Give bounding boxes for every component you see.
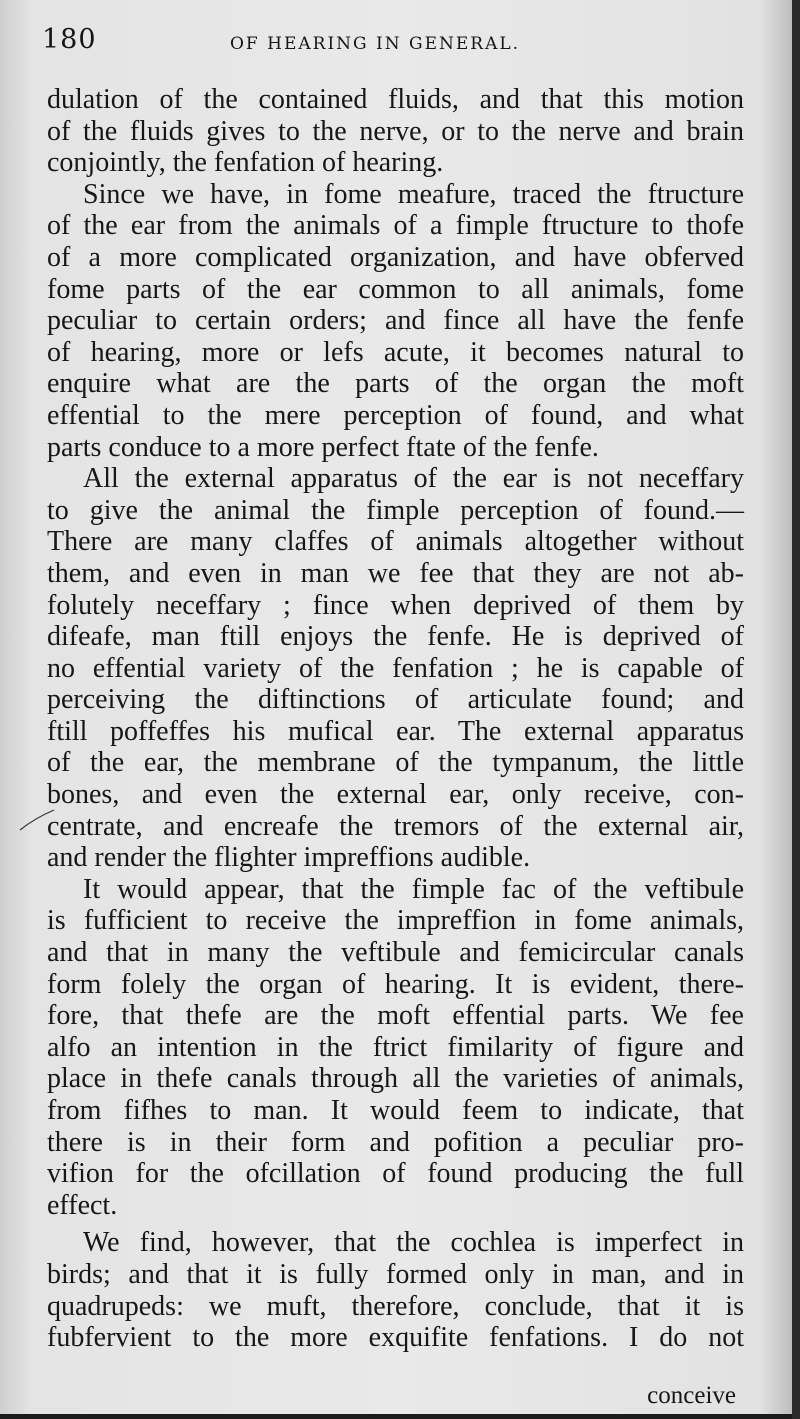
body-text (47, 84, 744, 1354)
text-line: We find, however, that the cochlea is imperfect in (83, 1227, 744, 1259)
text-line: is fufficient to receive the impreffion in fome animals, (47, 905, 744, 937)
text-line: of the ear, the membrane of the tympanum, the little (47, 747, 744, 779)
text-line: effect. (47, 1189, 118, 1221)
text-line: birds; and that it is fully formed only in man, and in (47, 1258, 744, 1290)
text-line: of hearing, more or lefs acute, it becomes natural to (47, 336, 744, 368)
text-line: there is in their form and pofition a peculiar pro- (47, 1126, 744, 1158)
text-line: centrate, and encreafe the tremors of the external air, (47, 810, 744, 842)
text-line: conjointly, the fenfation of hearing. (47, 147, 444, 179)
text-line: form folely the organ of hearing. It is evident, there- (47, 968, 744, 1000)
text-line: It would appear, that the fimple fac of the veftibule (83, 873, 744, 905)
text-line: and that in many the veftibule and femicircular canals (47, 937, 744, 969)
text-line: fubfervient to the more exquifite fenfations. I do not (47, 1322, 744, 1354)
text-line: vifion for the ofcillation of found producing the full (47, 1158, 744, 1190)
text-line: There are many claffes of animals altogether without (47, 526, 744, 558)
text-line: no effential variety of the fenfation ; he is capable of (47, 652, 744, 684)
text-line: and render the flighter impreffions audible. (47, 842, 531, 874)
text-line: fore, that thefe are the moft effential parts. We fee (47, 1000, 744, 1032)
text-line: parts conduce to a more perfect ftate of the fenfe. (47, 431, 599, 463)
text-line: All the external apparatus of the ear is not neceffary (83, 463, 744, 495)
text-line: folutely neceffary ; fince when deprived of them by (47, 589, 744, 621)
text-line: peculiar to certain orders; and fince all have the fenfe (47, 305, 744, 337)
text-line: of the ear from the animals of a fimple ftructure to thofe (47, 210, 744, 242)
text-line: ftill poffeffes his mufical ear. The external apparatus (47, 715, 744, 747)
text-line: perceiving the diftinctions of articulate found; and (47, 684, 744, 716)
text-line: to give the animal the fimple perception of found.— (47, 494, 744, 526)
text-line: place in thefe canals through all the varieties of animals, (47, 1063, 744, 1095)
text-line: effential to the mere perception of found, and what (47, 399, 744, 431)
text-line: dulation of the contained fluids, and that this motion (47, 84, 744, 115)
page-number: 180 (42, 24, 97, 55)
text-line: of a more complicated organization, and have obferved (47, 241, 744, 273)
text-line: enquire what are the parts of the organ the moft (47, 368, 744, 400)
text-line: fome parts of the ear common to all animals, fome (47, 273, 744, 305)
page-header (40, 24, 760, 64)
text-line: quadrupeds: we muft, therefore, conclude, that it is (47, 1290, 744, 1322)
margin-pen-stroke (18, 800, 56, 840)
text-line: Since we have, in fome meafure, traced the ftructure (83, 178, 744, 210)
text-line: from fifhes to man. It would feem to indicate, that (47, 1095, 744, 1126)
catchword: conceive (647, 1382, 736, 1409)
running-head: OF HEARING IN GENERAL. (230, 34, 521, 54)
text-line: alfo an intention in the ftrict fimilarity of figure and (47, 1031, 744, 1063)
page-edge-shadow (792, 0, 800, 1419)
text-line: bones, and even the external ear, only receive, con- (47, 779, 744, 811)
text-line: them, and even in man we fee that they are not ab- (47, 557, 744, 589)
text-line: of the fluids gives to the nerve, or to the nerve and brain (47, 115, 744, 147)
text-line: difeafe, man ftill enjoys the fenfe. He is deprived of (47, 621, 744, 653)
